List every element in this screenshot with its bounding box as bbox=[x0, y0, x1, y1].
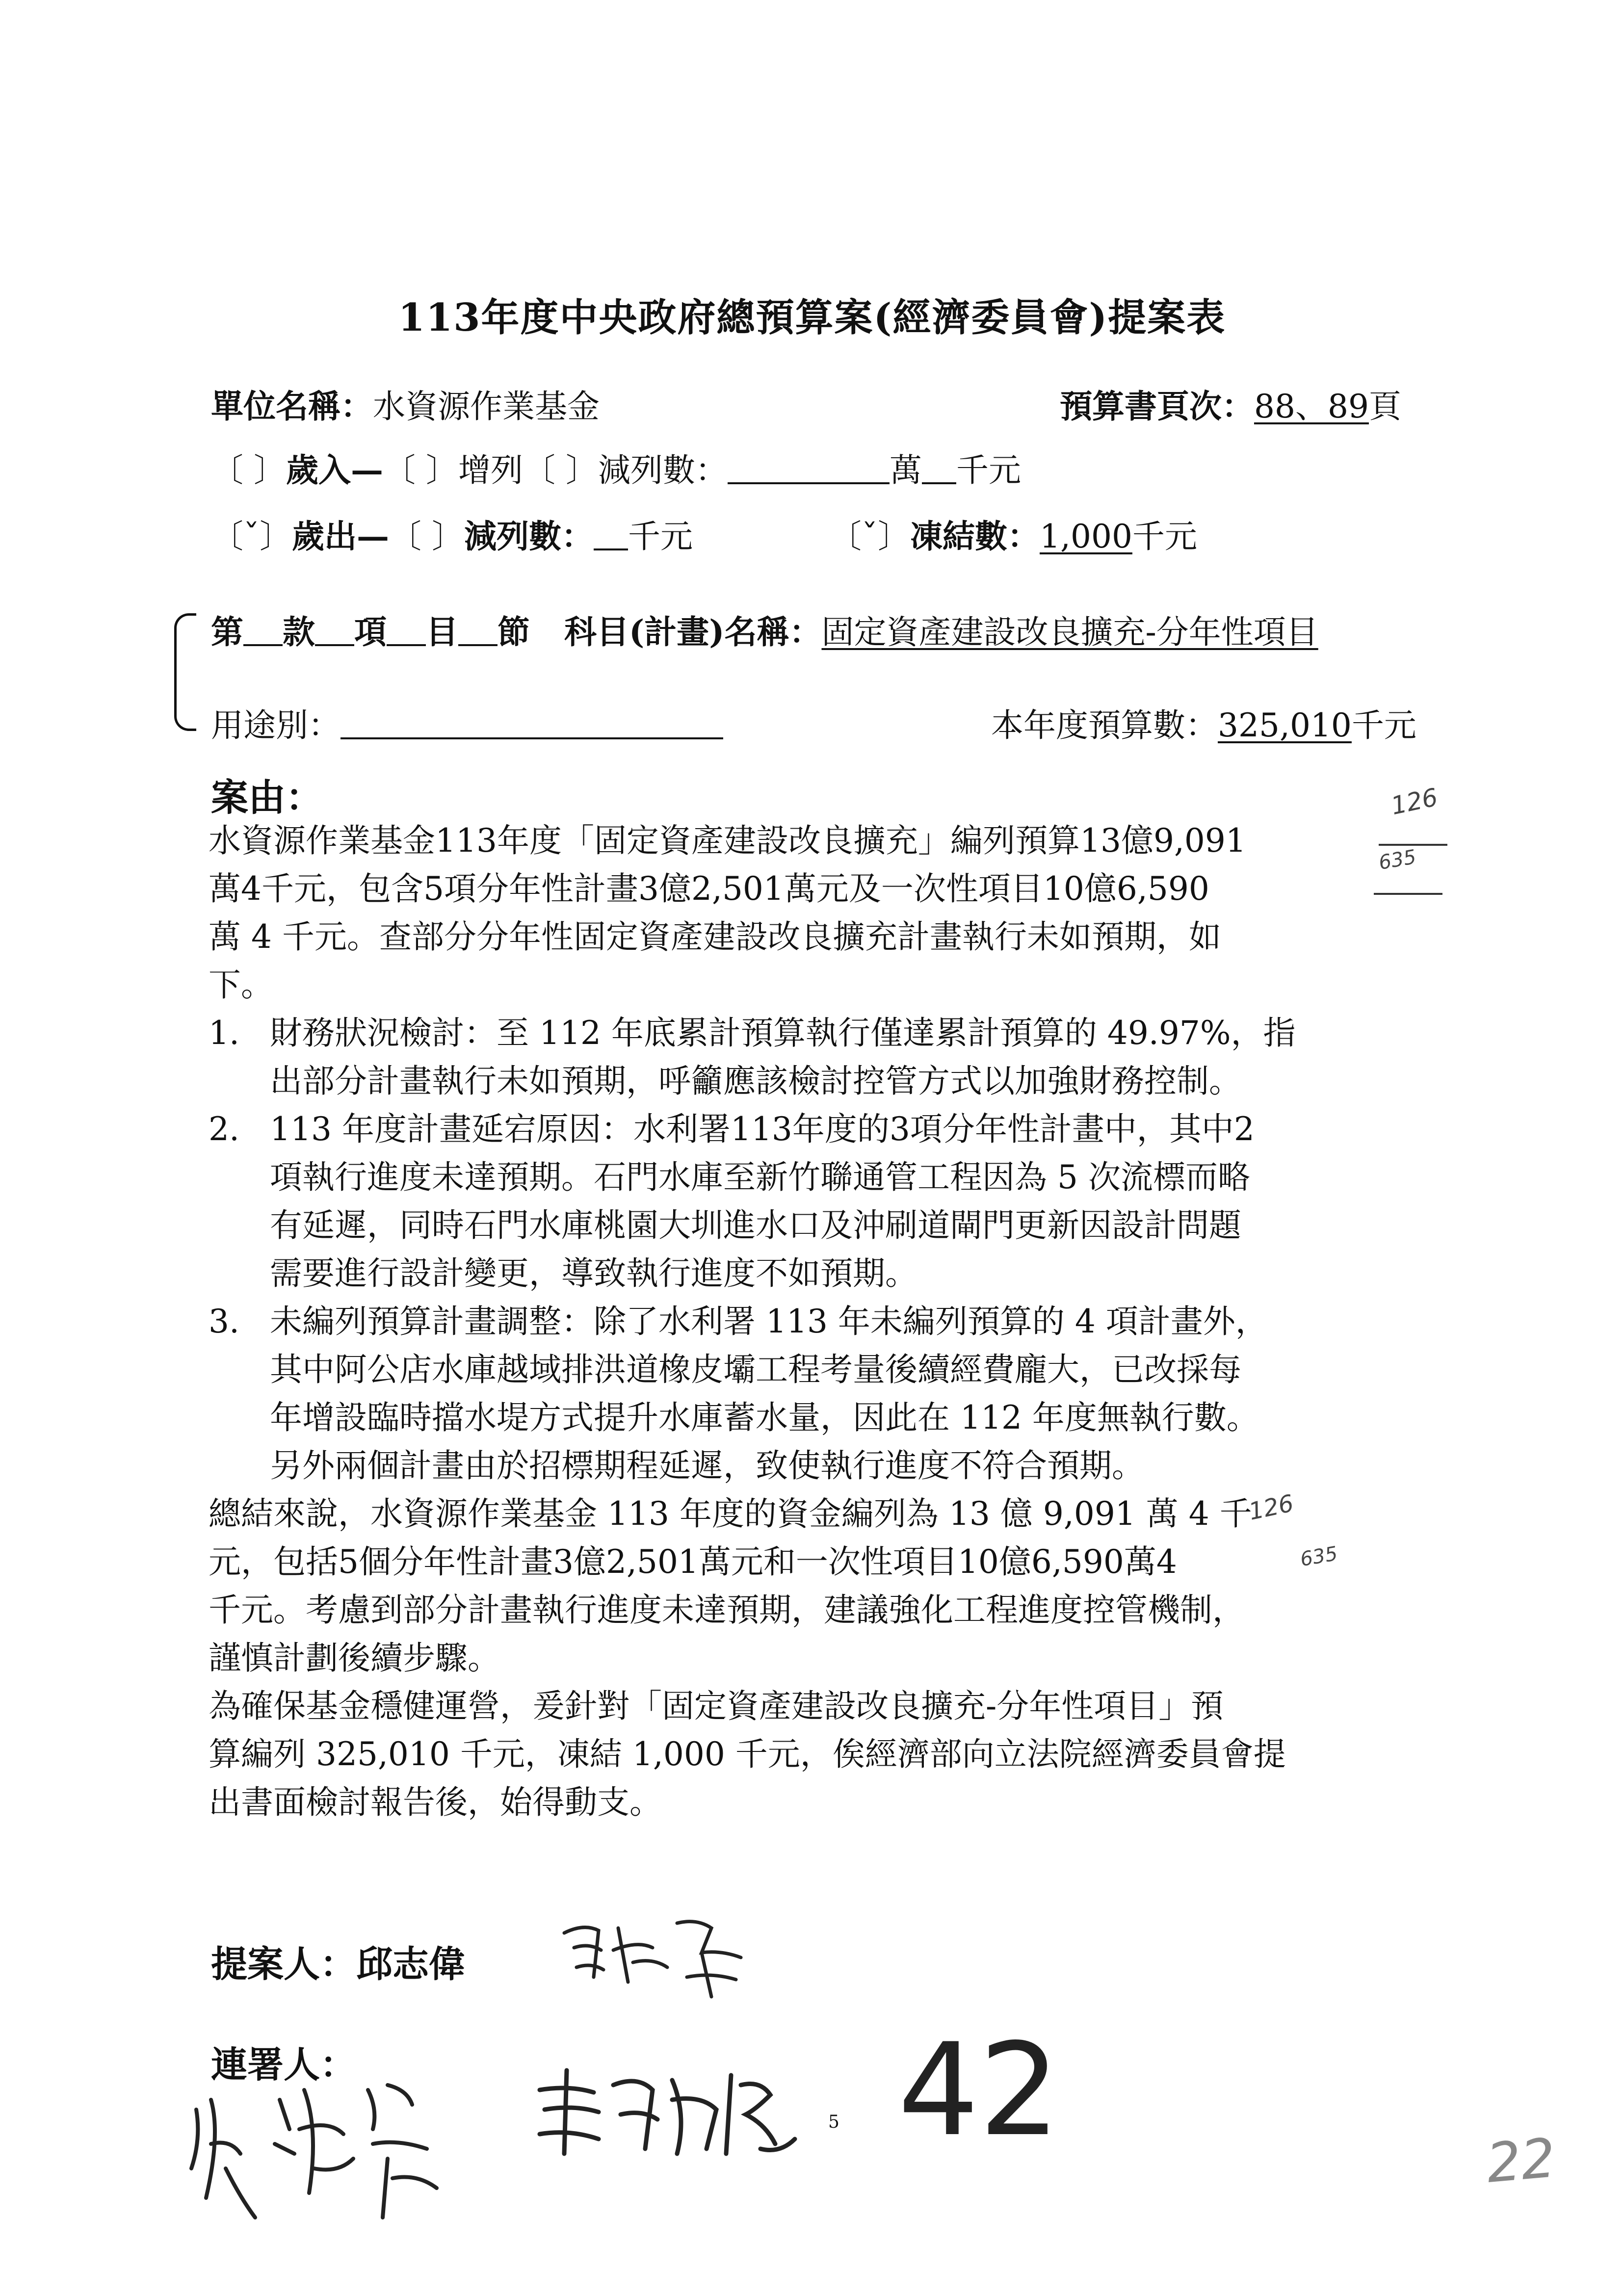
kuan-label: 第 bbox=[211, 613, 243, 651]
current-budget-row bbox=[991, 699, 1416, 746]
item-line: 出部分計畫執行未如預期，呼籲應該檢討控管方式以加強財務控制。 bbox=[270, 1062, 1241, 1100]
jie-blank[interactable] bbox=[458, 615, 498, 646]
item-number: 1. bbox=[209, 1014, 239, 1052]
summary-line: 千元。考慮到部分計畫執行進度未達預期，建議強化工程進度控管機制， bbox=[209, 1591, 1245, 1629]
intro-line: 萬4千元，包含5項分年性計畫3億2,501萬元及一次性項目10億6,590 bbox=[209, 870, 1209, 908]
freeze-label: 凍結數： bbox=[910, 517, 1040, 555]
usage-blank[interactable] bbox=[341, 708, 723, 739]
proposer-signature bbox=[554, 1904, 760, 2002]
page-number: 5 bbox=[828, 2112, 839, 2132]
unit-row bbox=[211, 380, 600, 427]
freeze-unit: 千元 bbox=[1132, 518, 1197, 555]
proposal-line: 出書面檢討報告後，始得動支。 bbox=[209, 1783, 662, 1821]
revenue-row bbox=[211, 444, 1021, 491]
current-budget-value: 325,010 bbox=[1218, 706, 1352, 744]
mu-blank[interactable] bbox=[387, 615, 426, 646]
item-line: 項執行進度未達預期。石門水庫至新竹聯通管工程因為 5 次流標而略 bbox=[270, 1158, 1250, 1196]
item-line: 有延遲，同時石門水庫桃園大圳進水口及沖刷道閘門更新因設計問題 bbox=[270, 1206, 1241, 1244]
revenue-checkbox[interactable]: 〔 〕 bbox=[211, 451, 286, 489]
increase-checkbox[interactable]: 〔 〕 bbox=[383, 451, 458, 489]
item-line: 未編列預算計畫調整：除了水利署 113 年未編列預算的 4 項計畫外， bbox=[270, 1303, 1268, 1340]
kuan2-label: 款 bbox=[283, 613, 315, 651]
jie-label: 節 bbox=[498, 613, 530, 651]
budget-page-suffix: 頁 bbox=[1368, 388, 1401, 425]
subject-label: 科目(計畫)名稱： bbox=[564, 613, 822, 651]
strike-mark bbox=[1379, 844, 1447, 846]
cosigner-label: 連署人： bbox=[211, 2044, 356, 2086]
xiang-blank[interactable] bbox=[315, 615, 354, 646]
section-bracket bbox=[174, 613, 196, 731]
cosigner-signature-1 bbox=[182, 2070, 456, 2237]
item-line: 其中阿公店水庫越域排洪道橡皮壩工程考量後續經費龐大，已改採每 bbox=[270, 1351, 1241, 1388]
expense-label: 歲出— bbox=[292, 517, 389, 555]
freeze-checkbox[interactable]: 〔ˇ〕 bbox=[829, 518, 910, 555]
item-line: 另外兩個計畫由於招標期程延遲，致使執行進度不符合預期。 bbox=[270, 1447, 1144, 1485]
proposal-line: 算編列 325,010 千元，凍結 1,000 千元，俟經濟部向立法院經濟委員會提 bbox=[209, 1735, 1286, 1773]
handwritten-correction-upper: 126 bbox=[1246, 1489, 1296, 1526]
xiang-label: 項 bbox=[354, 613, 387, 651]
unit-value: 水資源作業基金 bbox=[373, 388, 600, 425]
wan-unit: 萬 bbox=[889, 451, 922, 489]
strike-mark bbox=[1374, 893, 1442, 895]
section-row bbox=[211, 606, 1318, 652]
expense-checkbox[interactable]: 〔ˇ〕 bbox=[211, 518, 292, 555]
intro-line: 萬 4 千元。查部分分年性固定資產建設改良擴充計畫執行未如預期，如 bbox=[209, 918, 1221, 956]
mu-label: 目 bbox=[426, 613, 458, 651]
revenue-qian-blank[interactable] bbox=[922, 453, 956, 484]
list-item bbox=[209, 1298, 1465, 1490]
list-item bbox=[209, 1105, 1465, 1298]
increase-label: 增列 bbox=[458, 451, 523, 489]
reason-heading: 案由： bbox=[211, 776, 323, 819]
revenue-label: 歲入— bbox=[286, 451, 383, 489]
handwritten-correction-lower: 635 bbox=[1377, 845, 1418, 875]
item-line: 財務狀況檢討：至 112 年底累計預算執行僅達累計預算的 49.97%，指 bbox=[270, 1014, 1296, 1052]
expense-decrease-blank[interactable] bbox=[594, 519, 628, 550]
proposer-name: 邱志偉 bbox=[356, 1943, 465, 1985]
usage-label: 用途別： bbox=[211, 706, 341, 744]
intro-paragraph bbox=[209, 817, 1465, 1009]
list-item bbox=[209, 1009, 1465, 1105]
item-line: 需要進行設計變更，導致執行進度不如預期。 bbox=[270, 1254, 917, 1292]
current-budget-label: 本年度預算數： bbox=[991, 706, 1218, 744]
freeze-value: 1,000 bbox=[1040, 518, 1132, 555]
expense-row bbox=[211, 510, 693, 557]
budget-page-value: 88、89 bbox=[1254, 388, 1369, 425]
subject-value: 固定資產建設改良擴充-分年性項目 bbox=[821, 613, 1318, 651]
handwritten-correction-upper: 126 bbox=[1388, 783, 1441, 821]
page-title: 113年度中央政府總預算案(經濟委員會)提案表 bbox=[398, 295, 1226, 340]
summary-line: 元，包括5個分年性計畫3億2,501萬元和一次性項目10億6,590萬4 bbox=[209, 1543, 1177, 1581]
item-line: 113 年度計畫延宕原因：水利署113年度的3項分年性計畫中，其中2 bbox=[270, 1110, 1255, 1148]
usage-row bbox=[211, 699, 723, 746]
current-budget-unit: 千元 bbox=[1351, 706, 1416, 744]
item-number: 3. bbox=[209, 1303, 239, 1340]
budget-page-row bbox=[1060, 380, 1401, 427]
revenue-decrease-label: 減列數： bbox=[598, 451, 728, 489]
proposal-paragraph bbox=[209, 1682, 1465, 1826]
qian-unit: 千元 bbox=[956, 451, 1021, 489]
handwritten-correction-lower: 635 bbox=[1298, 1542, 1339, 1571]
summary-line: 總結來說，水資源作業基金 113 年度的資金編列為 13 億 9,091 萬 4 千 bbox=[209, 1495, 1252, 1533]
item-line: 年增設臨時擋水堤方式提升水庫蓄水量，因此在 112 年度無執行數。 bbox=[270, 1399, 1259, 1436]
stamp-number: 42 bbox=[898, 2016, 1060, 2165]
proposer-label: 提案人： bbox=[211, 1943, 356, 1985]
intro-line: 水資源作業基金113年度「固定資產建設改良擴充」編列預算13億9,091 bbox=[209, 822, 1246, 860]
budget-page-label: 預算書頁次： bbox=[1060, 387, 1254, 425]
unit-label: 單位名稱： bbox=[211, 387, 373, 425]
expense-decrease-checkbox[interactable]: 〔 〕 bbox=[389, 518, 464, 555]
corner-mark: 22 bbox=[1484, 2126, 1558, 2195]
proposal-line: 為確保基金穩健運營，爰針對「固定資產建設改良擴充-分年性項目」預 bbox=[209, 1687, 1224, 1725]
intro-line: 下。 bbox=[209, 966, 273, 1004]
expense-decrease-unit: 千元 bbox=[628, 518, 693, 555]
summary-line: 謹慎計劃後續步驟。 bbox=[209, 1639, 500, 1677]
decrease-checkbox[interactable]: 〔 〕 bbox=[523, 451, 598, 489]
proposer-row bbox=[211, 1935, 465, 1987]
item-number: 2. bbox=[209, 1110, 239, 1148]
freeze-row bbox=[829, 510, 1197, 557]
cosigner-signature-2 bbox=[530, 2056, 805, 2168]
expense-decrease-label: 減列數： bbox=[464, 517, 594, 555]
revenue-wan-blank[interactable] bbox=[728, 453, 890, 484]
kuan-blank[interactable] bbox=[243, 615, 283, 646]
